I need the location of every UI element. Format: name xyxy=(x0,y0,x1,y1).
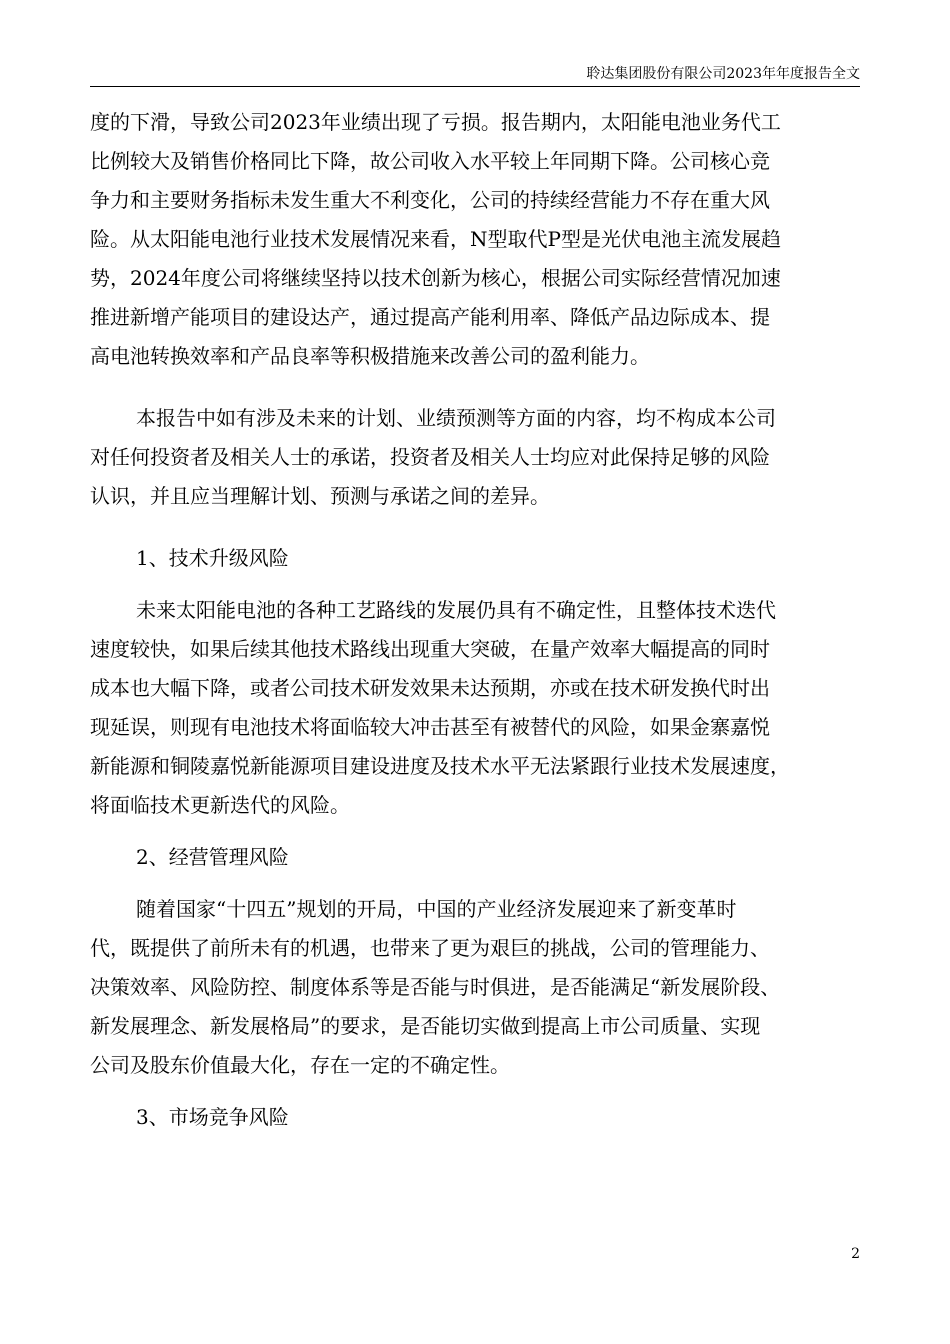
text-line: 推进新增产能项目的建设达产，通过提高产能利用率、降低产品边际成本、提 xyxy=(90,305,770,329)
text-line: 本报告中如有涉及未来的计划、业绩预测等方面的内容，均不构成本公司 xyxy=(136,406,776,430)
text-line: 决策效率、风险防控、制度体系等是否能与时俱进，是否能满足“新发展阶段、 xyxy=(90,975,781,999)
paragraph-performance-summary xyxy=(90,103,860,376)
text-line: 对任何投资者及相关人士的承诺，投资者及相关人士均应对此保持足够的风险 xyxy=(90,445,770,469)
section-heading: 1、技术升级风险 xyxy=(136,546,289,570)
text-line: 代，既提供了前所未有的机遇，也带来了更为艰巨的挑战，公司的管理能力、 xyxy=(90,936,770,960)
running-header: 聆达集团股份有限公司2023年年度报告全文 xyxy=(90,62,860,87)
section-heading: 2、经营管理风险 xyxy=(136,845,289,869)
paragraph-technology-risk xyxy=(90,591,860,825)
text-line: 速度较快，如果后续其他技术路线出现重大突破，在量产效率大幅提高的同时 xyxy=(90,637,770,661)
text-line: 势，2024年度公司将继续坚持以技术创新为核心，根据公司实际经营情况加速 xyxy=(90,266,781,290)
text-line: 比例较大及销售价格同比下降，故公司收入水平较上年同期下降。公司核心竞 xyxy=(90,149,770,173)
heading-market-competition-risk xyxy=(90,1098,860,1137)
text-line: 度的下滑，导致公司2023年业绩出现了亏损。报告期内，太阳能电池业务代工 xyxy=(90,110,781,134)
text-line: 公司及股东价值最大化，存在一定的不确定性。 xyxy=(90,1053,510,1077)
text-line: 未来太阳能电池的各种工艺路线的发展仍具有不确定性，且整体技术迭代 xyxy=(136,598,776,622)
text-line: 争力和主要财务指标未发生重大不利变化，公司的持续经营能力不存在重大风 xyxy=(90,188,770,212)
document-body xyxy=(90,103,860,1137)
section-heading: 3、市场竞争风险 xyxy=(136,1105,289,1129)
text-line: 险。从太阳能电池行业技术发展情况来看，N型取代P型是光伏电池主流发展趋 xyxy=(90,227,781,251)
text-line: 高电池转换效率和产品良率等积极措施来改善公司的盈利能力。 xyxy=(90,344,650,368)
paragraph-forward-looking-disclaimer xyxy=(90,399,860,516)
text-line: 现延误，则现有电池技术将面临较大冲击甚至有被替代的风险，如果金寨嘉悦 xyxy=(90,715,770,739)
page-number: 2 xyxy=(851,1246,860,1262)
text-line: 将面临技术更新迭代的风险。 xyxy=(90,793,350,817)
text-line: 新能源和铜陵嘉悦新能源项目建设进度及技术水平无法紧跟行业技术发展速度， xyxy=(90,754,790,778)
text-line: 随着国家“十四五”规划的开局，中国的产业经济发展迎来了新变革时 xyxy=(136,897,737,921)
heading-management-risk xyxy=(90,838,860,877)
paragraph-management-risk xyxy=(90,890,860,1085)
text-line: 新发展理念、新发展格局”的要求，是否能切实做到提高上市公司质量、实现 xyxy=(90,1014,761,1038)
text-line: 认识，并且应当理解计划、预测与承诺之间的差异。 xyxy=(90,484,550,508)
heading-technology-risk xyxy=(90,539,860,578)
text-line: 成本也大幅下降，或者公司技术研发效果未达预期，亦或在技术研发换代时出 xyxy=(90,676,770,700)
